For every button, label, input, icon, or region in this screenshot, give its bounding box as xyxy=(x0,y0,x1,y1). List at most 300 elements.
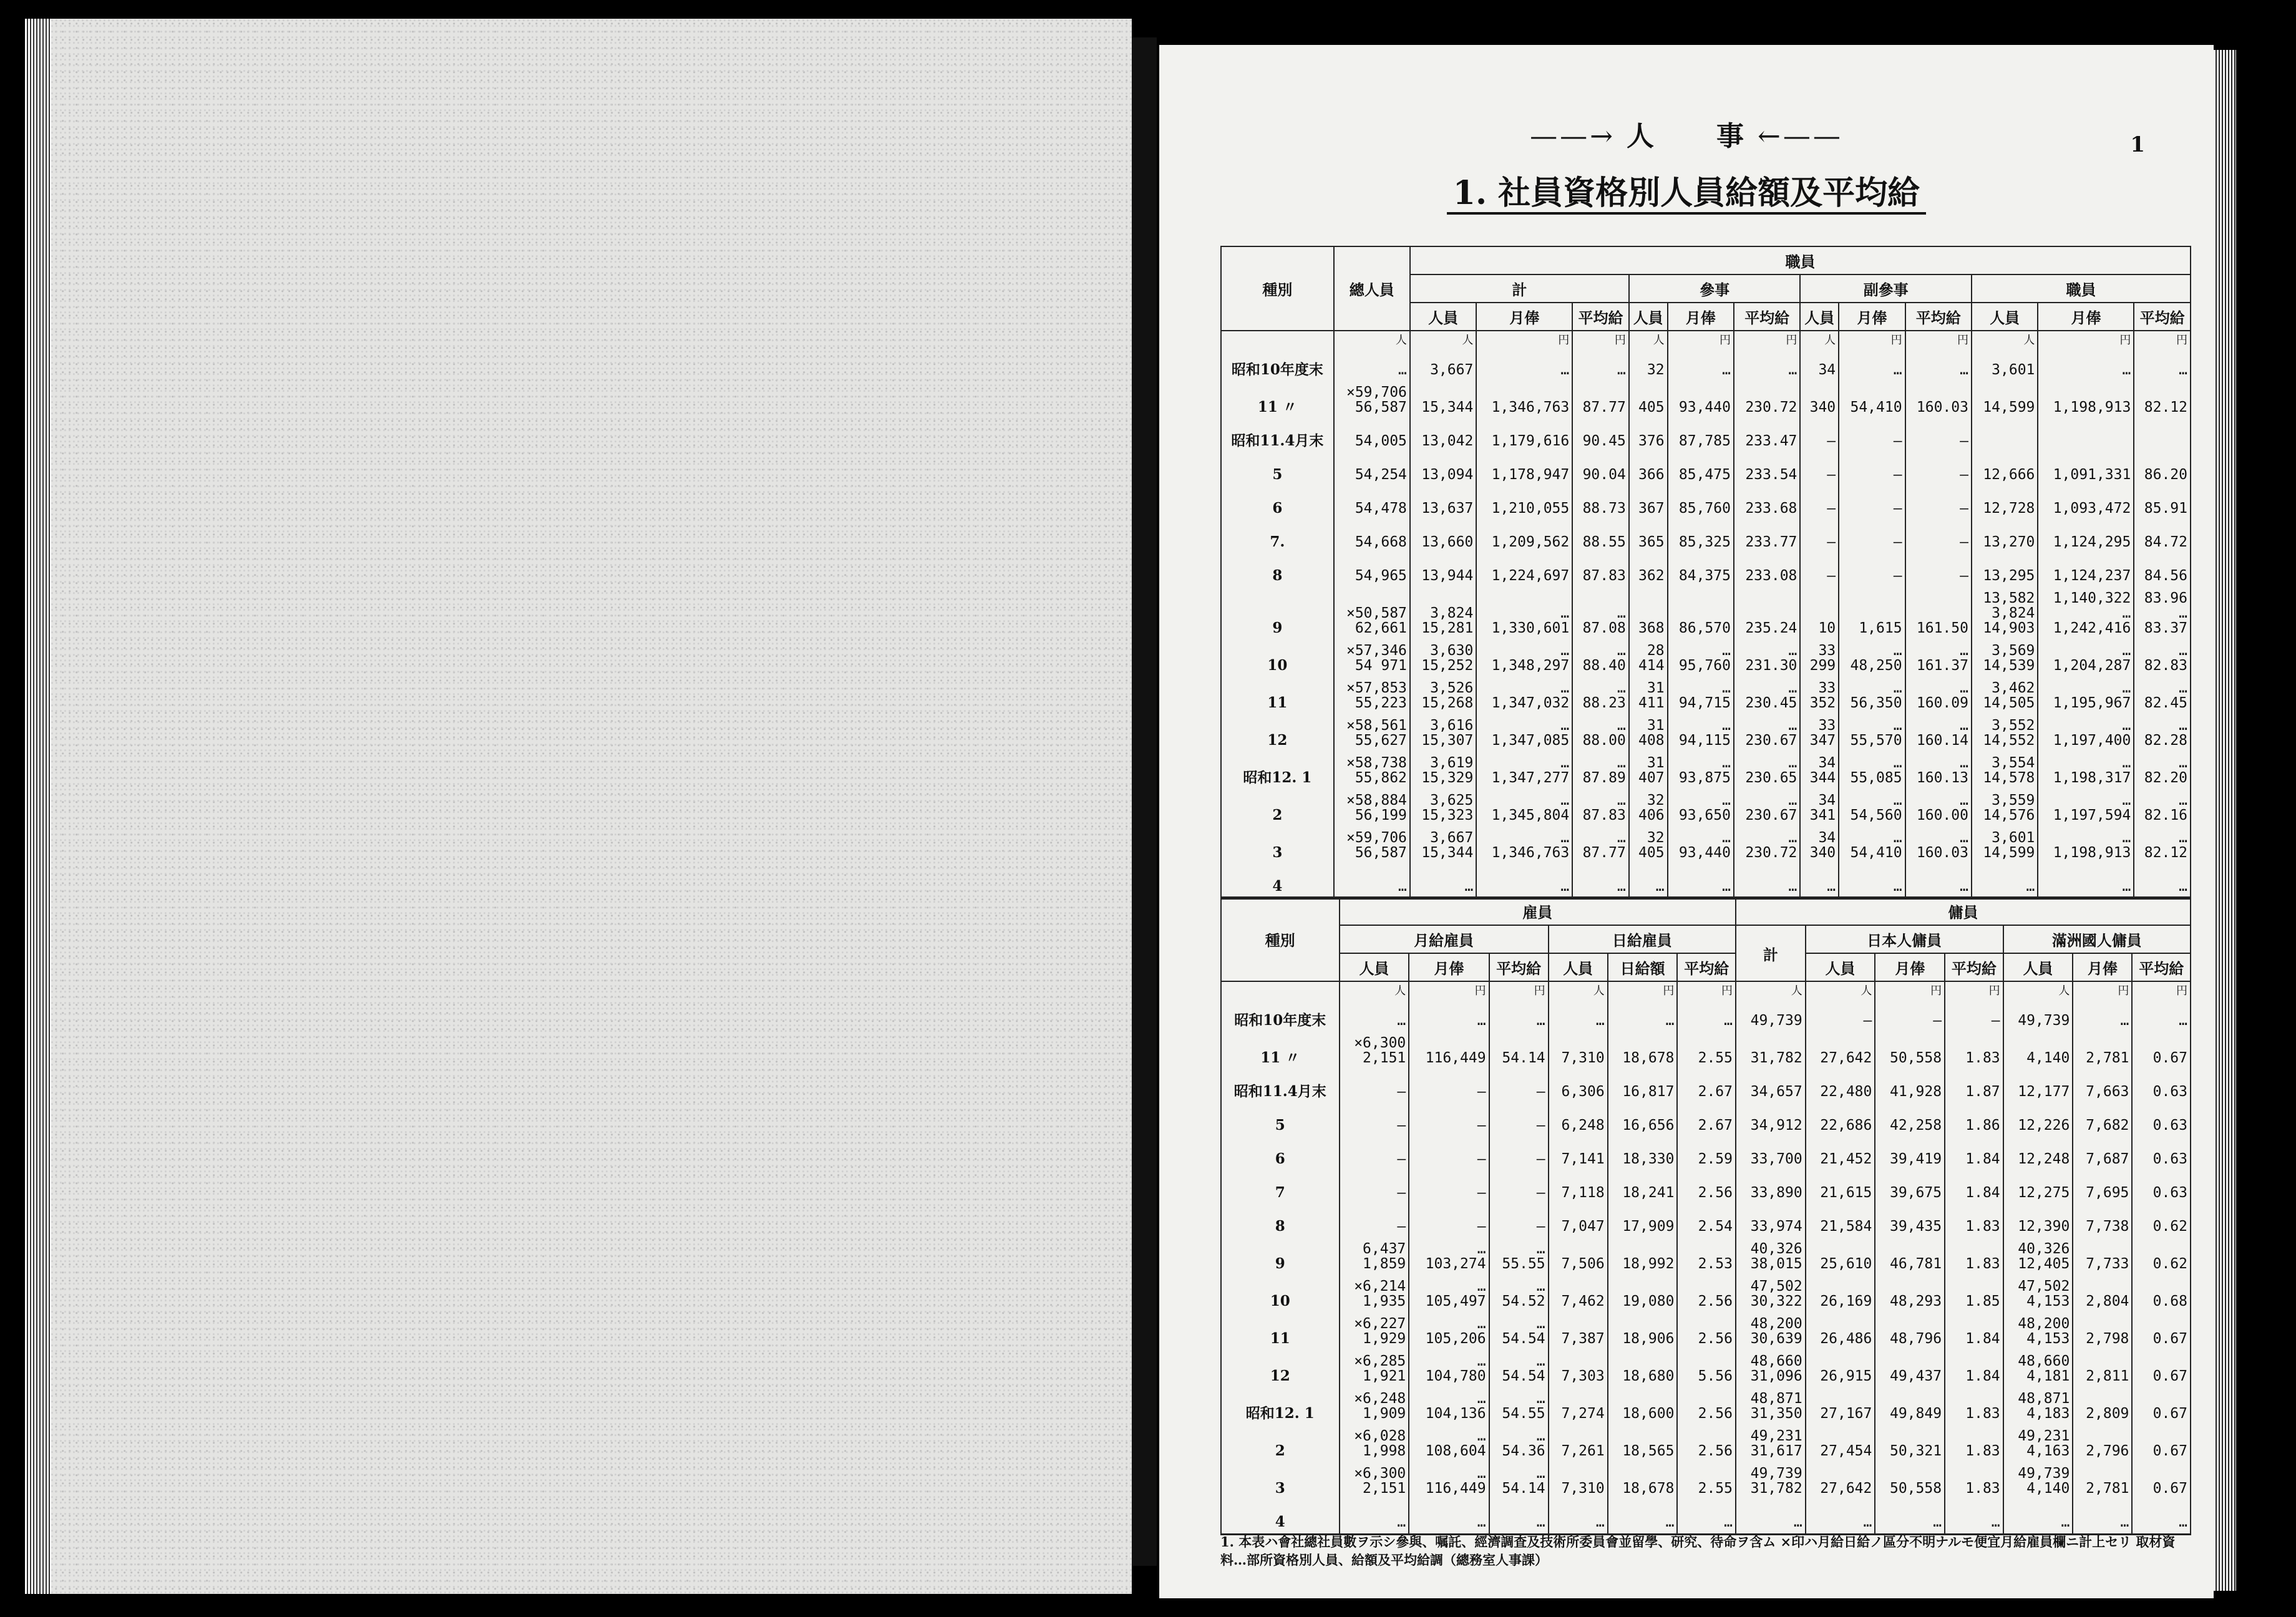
table-cell: 47,502 30,322 xyxy=(1736,1275,1806,1313)
table-cell: … 54.36 xyxy=(1489,1425,1549,1462)
table-cell: 1,210,055 xyxy=(1476,486,1572,520)
unit-cell: 円 xyxy=(1608,981,1678,998)
table-cell: 85,475 xyxy=(1668,452,1734,486)
table-cell: 49,739 4,140 xyxy=(2003,1462,2073,1500)
table-cell: 21,615 xyxy=(1806,1170,1875,1204)
table-cell: — xyxy=(1839,520,1905,553)
table-cell: 15,344 xyxy=(1410,381,1476,419)
table-cell: 86,570 xyxy=(1668,587,1734,639)
table-cell: … xyxy=(1608,1500,1678,1535)
table-cell: … xyxy=(1572,864,1629,899)
table-cell: — xyxy=(1905,452,1972,486)
table-cell: 54,005 xyxy=(1334,419,1410,452)
table-cell: 3,601 14,599 xyxy=(1972,827,2038,864)
col-daily: 日給雇員 xyxy=(1549,925,1736,953)
table-cell: 49,437 xyxy=(1875,1350,1945,1387)
table-cell: 33,974 xyxy=(1736,1204,1806,1238)
table-cell: … xyxy=(1806,1500,1875,1535)
table-cell: … xyxy=(2134,347,2191,381)
table-cell: 47,502 4,153 xyxy=(2003,1275,2073,1313)
table-cell: ×59,706 56,587 xyxy=(1334,381,1410,419)
table-cell: 34 341 xyxy=(1800,789,1839,827)
row-label: 7 xyxy=(1221,1170,1340,1204)
table-cell: … xyxy=(1945,1500,2003,1535)
table-cell: 3,619 15,329 xyxy=(1410,752,1476,789)
sub-header: 日給額 xyxy=(1608,953,1678,981)
table-cell: 1.86 xyxy=(1945,1103,2003,1137)
table-cell: 27,642 xyxy=(1806,1462,1875,1500)
table-cell: 48,871 31,350 xyxy=(1736,1387,1806,1425)
unit-row xyxy=(1221,331,2191,347)
table-cell: 18,241 xyxy=(1608,1170,1678,1204)
table-cell: … 93,875 xyxy=(1668,752,1734,789)
table-cell: 0.67 xyxy=(2132,1313,2191,1350)
table-cell: 54,254 xyxy=(1334,452,1410,486)
table-cell: … 94,115 xyxy=(1668,714,1734,752)
table-cell: — xyxy=(1905,553,1972,587)
table-cell: — xyxy=(1409,1170,1489,1204)
table-cell: 16,817 xyxy=(1608,1069,1678,1103)
table-cell: 161.50 xyxy=(1905,587,1972,639)
table-cell: 7,387 xyxy=(1549,1313,1608,1350)
table-cell: 2.55 xyxy=(1677,1032,1736,1069)
table-cell: 26,486 xyxy=(1806,1313,1875,1350)
table-cell: 85,325 xyxy=(1668,520,1734,553)
table-cell: — xyxy=(1875,998,1945,1032)
table-cell: 49,849 xyxy=(1875,1387,1945,1425)
table-cell: 18,330 xyxy=(1608,1137,1678,1170)
table-cell: 32 406 xyxy=(1629,789,1668,827)
table-cell: … xyxy=(1677,998,1736,1032)
table-cell: 1.84 xyxy=(1945,1350,2003,1387)
table-cell: — xyxy=(1945,998,2003,1032)
table-cell: … 93,650 xyxy=(1668,789,1734,827)
sub-header: 平均給 xyxy=(2132,953,2191,981)
table-cell: … xyxy=(1629,864,1668,899)
table-cell: 233.54 xyxy=(1734,452,1800,486)
table-cell: ×57,346 54 971 xyxy=(1334,639,1410,677)
table-cell: 1.83 xyxy=(1945,1204,2003,1238)
table-cell: 7,682 xyxy=(2073,1103,2132,1137)
sub-header: 平均給 xyxy=(1677,953,1736,981)
unit-cell: 円 xyxy=(2132,981,2191,998)
table-cell: … 54.54 xyxy=(1489,1350,1549,1387)
table-cell: 54,478 xyxy=(1334,486,1410,520)
sub-header: 人員 xyxy=(1629,303,1668,331)
table-cell: 12,248 xyxy=(2003,1137,2073,1170)
table-cell: … xyxy=(1409,1500,1489,1535)
table-cell: 21,452 xyxy=(1806,1137,1875,1170)
table-row xyxy=(1221,347,2191,381)
table-cell: 21,584 xyxy=(1806,1204,1875,1238)
table-row xyxy=(1221,1462,2191,1500)
table-cell: ×50,587 62,661 xyxy=(1334,587,1410,639)
table-cell: 87.83 xyxy=(1572,553,1629,587)
table-cell: 2,798 xyxy=(2073,1313,2132,1350)
table-row xyxy=(1221,553,2191,587)
row-label: 11 〃 xyxy=(1221,1032,1340,1069)
table-cell: 2,809 xyxy=(2073,1387,2132,1425)
table-cell: … xyxy=(1668,864,1734,899)
table-cell: 2,781 xyxy=(2073,1462,2132,1500)
unit-cell: 円 xyxy=(1489,981,1549,998)
row-label: 6 xyxy=(1221,1137,1340,1170)
table-cell: 54.14 xyxy=(1489,1032,1549,1069)
table-cell: … 88.40 xyxy=(1572,639,1629,677)
unit-cell: 円 xyxy=(1875,981,1945,998)
table-cell: — xyxy=(1839,553,1905,587)
row-label: 8 xyxy=(1221,553,1334,587)
table-cell: 0.67 xyxy=(2132,1387,2191,1425)
table-cell: … 1,198,317 xyxy=(2038,752,2134,789)
table-cell: 367 xyxy=(1629,486,1668,520)
table-cell: 25,610 xyxy=(1806,1238,1875,1275)
unit-cell: 円 xyxy=(2073,981,2132,998)
table-cell: 12,390 xyxy=(2003,1204,2073,1238)
table-cell: … 160.13 xyxy=(1905,752,1972,789)
table-cell: 116,449 xyxy=(1409,1032,1489,1069)
table-cell xyxy=(2038,419,2134,452)
table-cell: … 116,449 xyxy=(1409,1462,1489,1500)
table-cell: — xyxy=(1489,1204,1549,1238)
sub-header: 人員 xyxy=(1340,953,1409,981)
table-cell: 376 xyxy=(1629,419,1668,452)
table-cell: 27,642 xyxy=(1806,1032,1875,1069)
table-cell: 3,462 14,505 xyxy=(1972,677,2038,714)
table-cell: 7,738 xyxy=(2073,1204,2132,1238)
right-page-edges xyxy=(2214,50,2236,1591)
table-cell: 1,124,295 xyxy=(2038,520,2134,553)
unit-cell: 円 xyxy=(1476,331,1572,347)
table-row xyxy=(1221,677,2191,714)
row-label: 9 xyxy=(1221,1238,1340,1275)
table-cell: … xyxy=(1340,998,1409,1032)
table-cell: … xyxy=(1734,864,1800,899)
table-cell: 1,224,697 xyxy=(1476,553,1572,587)
table-cell: … 54.14 xyxy=(1489,1462,1549,1500)
table-cell: 3,601 xyxy=(1972,347,2038,381)
row-label: 5 xyxy=(1221,1103,1340,1137)
table-cell: 84,375 xyxy=(1668,553,1734,587)
table-cell: — xyxy=(1905,520,1972,553)
table-cell: … 94,715 xyxy=(1668,677,1734,714)
table-cell: 46,781 xyxy=(1875,1238,1945,1275)
table-cell xyxy=(2134,419,2191,452)
table-cell: 1.84 xyxy=(1945,1313,2003,1350)
table-cell: 3,526 15,268 xyxy=(1410,677,1476,714)
table-cell: 6,248 xyxy=(1549,1103,1608,1137)
table-cell: 1,615 xyxy=(1839,587,1905,639)
table-row xyxy=(1221,1313,2191,1350)
book-spine xyxy=(1132,37,1157,1566)
table-cell: … 54,560 xyxy=(1839,789,1905,827)
table-cell: ×6,028 1,998 xyxy=(1340,1425,1409,1462)
row-label: 昭和10年度末 xyxy=(1221,347,1334,381)
table-cell: 33 347 xyxy=(1800,714,1839,752)
table-cell: … xyxy=(1489,1500,1549,1535)
table-cell: 48,293 xyxy=(1875,1275,1945,1313)
table-cell: ×58,884 56,199 xyxy=(1334,789,1410,827)
table-row xyxy=(1221,1350,2191,1387)
row-label: 昭和11.4月末 xyxy=(1221,419,1334,452)
table-cell: 1.84 xyxy=(1945,1170,2003,1204)
table-cell: … xyxy=(1905,347,1972,381)
table-cell: 17,909 xyxy=(1608,1204,1678,1238)
table-cell: … 230.67 xyxy=(1734,714,1800,752)
sub-header: 月俸 xyxy=(1476,303,1572,331)
table-cell: 2.67 xyxy=(1677,1069,1736,1103)
table-cell: 18,678 xyxy=(1608,1462,1678,1500)
table-cell: — xyxy=(1340,1204,1409,1238)
table-cell: … 230.67 xyxy=(1734,789,1800,827)
unit-cell: 人 xyxy=(1629,331,1668,347)
table-cell: … 1,197,594 xyxy=(2038,789,2134,827)
table-row xyxy=(1221,1238,2191,1275)
row-label: 5 xyxy=(1221,452,1334,486)
col-shokuin: 職員 xyxy=(1972,274,2191,303)
table-cell: 1,091,331 xyxy=(2038,452,2134,486)
table-cell: 12,226 xyxy=(2003,1103,2073,1137)
unit-cell: 円 xyxy=(1409,981,1489,998)
table-cell: 33,890 xyxy=(1736,1170,1806,1204)
table-cell: … xyxy=(1800,864,1839,899)
table-cell: 2,811 xyxy=(2073,1350,2132,1387)
sub-header: 月俸 xyxy=(1668,303,1734,331)
table-cell: 0.67 xyxy=(2132,1462,2191,1500)
col-total: 總人員 xyxy=(1334,246,1410,331)
table-cell: 3,667 15,344 xyxy=(1410,827,1476,864)
table-cell: — xyxy=(1806,998,1875,1032)
table-cell: 7,261 xyxy=(1549,1425,1608,1462)
table-cell: … 54.54 xyxy=(1489,1313,1549,1350)
table-cell: ×59,706 56,587 xyxy=(1334,827,1410,864)
table-cell: ×58,738 55,862 xyxy=(1334,752,1410,789)
table-cell: 2.56 xyxy=(1677,1387,1736,1425)
sub-header: 平均給 xyxy=(2134,303,2191,331)
table-cell: 7,274 xyxy=(1549,1387,1608,1425)
table-cell: … 160.14 xyxy=(1905,714,1972,752)
table-cell: 2.56 xyxy=(1677,1425,1736,1462)
sub-header: 人員 xyxy=(1806,953,1875,981)
table-cell: 87.77 xyxy=(1572,381,1629,419)
table-row xyxy=(1221,1275,2191,1313)
table-cell: … 56,350 xyxy=(1839,677,1905,714)
table-row xyxy=(1221,452,2191,486)
table-cell: 368 xyxy=(1629,587,1668,639)
table-cell: 90.45 xyxy=(1572,419,1629,452)
table-cell: 13,637 xyxy=(1410,486,1476,520)
table-cell: 5.56 xyxy=(1677,1350,1736,1387)
table-cell: 405 xyxy=(1629,381,1668,419)
table-cell: 7,303 xyxy=(1549,1350,1608,1387)
table-cell: — xyxy=(1800,452,1839,486)
col-yonin-sum: 計 xyxy=(1736,925,1806,981)
table-cell: ×6,300 2,151 xyxy=(1340,1462,1409,1500)
table-row xyxy=(1221,381,2191,419)
col-staff: 職員 xyxy=(1410,246,2191,274)
table-cell: 230.72 xyxy=(1734,381,1800,419)
table-cell: 2.67 xyxy=(1677,1103,1736,1137)
left-page-edges xyxy=(25,19,51,1594)
table-cell: 19,080 xyxy=(1608,1275,1678,1313)
table-cell: 3,552 14,552 xyxy=(1972,714,2038,752)
table-cell: … 54.52 xyxy=(1489,1275,1549,1313)
table-cell: 32 405 xyxy=(1629,827,1668,864)
table-cell: … 82.20 xyxy=(2134,752,2191,789)
table-cell: … xyxy=(2038,347,2134,381)
row-label: 2 xyxy=(1221,1425,1340,1462)
table-cell: … 105,206 xyxy=(1409,1313,1489,1350)
table-cell: … 160.03 xyxy=(1905,827,1972,864)
table-cell: … xyxy=(1972,864,2038,899)
unit-cell: 円 xyxy=(1945,981,2003,998)
table-cell: 7,663 xyxy=(2073,1069,2132,1103)
table-cell: 88.73 xyxy=(1572,486,1629,520)
sub-header: 人員 xyxy=(1549,953,1608,981)
table-cell: … 87.89 xyxy=(1572,752,1629,789)
table-cell: … xyxy=(1677,1500,1736,1535)
table-cell: … 1,197,400 xyxy=(2038,714,2134,752)
table-cell: 26,169 xyxy=(1806,1275,1875,1313)
table-cell: 7,141 xyxy=(1549,1137,1608,1170)
table-row xyxy=(1221,752,2191,789)
row-label: 昭和12. 1 xyxy=(1221,1387,1340,1425)
table-cell: … 87.77 xyxy=(1572,827,1629,864)
col-manchu: 滿洲國人傭員 xyxy=(2003,925,2191,953)
page-number: 1 xyxy=(2130,132,2145,157)
row-label: 3 xyxy=(1221,827,1334,864)
table-cell: … xyxy=(2038,864,2134,899)
sub-header: 平均給 xyxy=(1572,303,1629,331)
left-blank-page xyxy=(51,19,1132,1594)
table-cell: 2.55 xyxy=(1677,1462,1736,1500)
table-cell: 13,295 xyxy=(1972,553,2038,587)
table-cell: 1.83 xyxy=(1945,1032,2003,1069)
table-cell: 31 411 xyxy=(1629,677,1668,714)
footnote: 1. 本表ハ會社總社員數ヲ示シ參與、嘱託、經濟調査及技術所委員會並留學、研究、待命ヲ含ム ×印ハ月給日給ノ區分不明ナルモ便宜月給雇員欄ニ計上セリ 取材資料…部所資格別人員、給額及平均給調（總務室人事課） xyxy=(1220,1534,2176,1568)
unit-cell xyxy=(1221,981,1340,998)
table-cell: 31 408 xyxy=(1629,714,1668,752)
table-cell: 32 xyxy=(1629,347,1668,381)
table-row xyxy=(1221,1425,2191,1462)
table-cell: 0.63 xyxy=(2132,1170,2191,1204)
table-cell: … 103,274 xyxy=(1409,1238,1489,1275)
table-cell: 1.83 xyxy=(1945,1387,2003,1425)
table-cell: 54,965 xyxy=(1334,553,1410,587)
unit-cell: 円 xyxy=(1572,331,1629,347)
table-cell: 0.62 xyxy=(2132,1238,2191,1275)
table-cell: 48,871 4,183 xyxy=(2003,1387,2073,1425)
unit-row xyxy=(1221,981,2191,998)
row-label: 4 xyxy=(1221,864,1334,899)
table-cell: 2.59 xyxy=(1677,1137,1736,1170)
table-cell: … 88.23 xyxy=(1572,677,1629,714)
unit-cell: 人 xyxy=(1806,981,1875,998)
table-cell: 50,558 xyxy=(1875,1462,1945,1500)
table-cell: — xyxy=(1800,419,1839,452)
table-cell: — xyxy=(1340,1069,1409,1103)
table-cell: 31 407 xyxy=(1629,752,1668,789)
table-cell: … xyxy=(1734,347,1800,381)
table-cell: … xyxy=(1549,998,1608,1032)
table-cell: — xyxy=(1800,486,1839,520)
table-cell: 1.83 xyxy=(1945,1425,2003,1462)
table-row xyxy=(1221,864,2191,899)
table-cell: … 1,198,913 xyxy=(2038,827,2134,864)
table-cell: 33,700 xyxy=(1736,1137,1806,1170)
table-cell: 233.77 xyxy=(1734,520,1800,553)
table-cell: 88.55 xyxy=(1572,520,1629,553)
table-cell: … xyxy=(1839,347,1905,381)
table-cell: 7,695 xyxy=(2073,1170,2132,1204)
table-cell: 1,178,947 xyxy=(1476,452,1572,486)
table-cell: … 1,195,967 xyxy=(2038,677,2134,714)
table-cell: 39,675 xyxy=(1875,1170,1945,1204)
table-cell: 0.63 xyxy=(2132,1103,2191,1137)
table-cell: … 1,330,601 xyxy=(1476,587,1572,639)
table-cell: 87,785 xyxy=(1668,419,1734,452)
table-cell: 14,599 xyxy=(1972,381,2038,419)
table-cell: 3,569 14,539 xyxy=(1972,639,2038,677)
table-cell: 366 xyxy=(1629,452,1668,486)
unit-cell: 円 xyxy=(1905,331,1972,347)
table-cell: … xyxy=(2073,1500,2132,1535)
table-cell: … 230.45 xyxy=(1734,677,1800,714)
table-cell: ×58,561 55,627 xyxy=(1334,714,1410,752)
table-cell: 2,804 xyxy=(2073,1275,2132,1313)
row-label: 3 xyxy=(1221,1462,1340,1500)
table-cell: ×6,285 1,921 xyxy=(1340,1350,1409,1387)
sub-header: 人員 xyxy=(1410,303,1476,331)
table-cell: 12,275 xyxy=(2003,1170,2073,1204)
table-cell: … 230.65 xyxy=(1734,752,1800,789)
sub-header: 人員 xyxy=(1972,303,2038,331)
row-label: 6 xyxy=(1221,486,1334,520)
table-cell: 1,179,616 xyxy=(1476,419,1572,452)
table-cell: … 1,204,287 xyxy=(2038,639,2134,677)
table-row xyxy=(1221,1032,2191,1069)
sub-header: 平均給 xyxy=(1489,953,1549,981)
section-title xyxy=(1159,114,2214,153)
unit-cell: 円 xyxy=(1839,331,1905,347)
sub-header: 平均給 xyxy=(1905,303,1972,331)
table-cell: 0.67 xyxy=(2132,1350,2191,1387)
arrow-left-icon: ←—— xyxy=(1746,120,1843,152)
table-cell: 340 xyxy=(1800,381,1839,419)
table-cell: … xyxy=(1549,1500,1608,1535)
col-sanji: 參事 xyxy=(1629,274,1801,303)
table-cell: 3,625 15,323 xyxy=(1410,789,1476,827)
table-cell: 48,660 4,181 xyxy=(2003,1350,2073,1387)
sub-header: 月俸 xyxy=(2073,953,2132,981)
table-cell: 362 xyxy=(1629,553,1668,587)
table-cell: 1.87 xyxy=(1945,1069,2003,1103)
row-label: 昭和11.4月末 xyxy=(1221,1069,1340,1103)
table-cell: 18,600 xyxy=(1608,1387,1678,1425)
table-cell: — xyxy=(1489,1069,1549,1103)
table-cell: … xyxy=(1340,1500,1409,1535)
col-sum: 計 xyxy=(1410,274,1629,303)
table-cell: 93,440 xyxy=(1668,381,1734,419)
col-kind: 種別 xyxy=(1221,897,1340,981)
table-cell: … xyxy=(1410,864,1476,899)
table-cell: 50,558 xyxy=(1875,1032,1945,1069)
table-cell: … 82.28 xyxy=(2134,714,2191,752)
table-cell: — xyxy=(1800,520,1839,553)
unit-cell: 人 xyxy=(1736,981,1806,998)
table-cell: 33 352 xyxy=(1800,677,1839,714)
table-cell: 0.62 xyxy=(2132,1204,2191,1238)
